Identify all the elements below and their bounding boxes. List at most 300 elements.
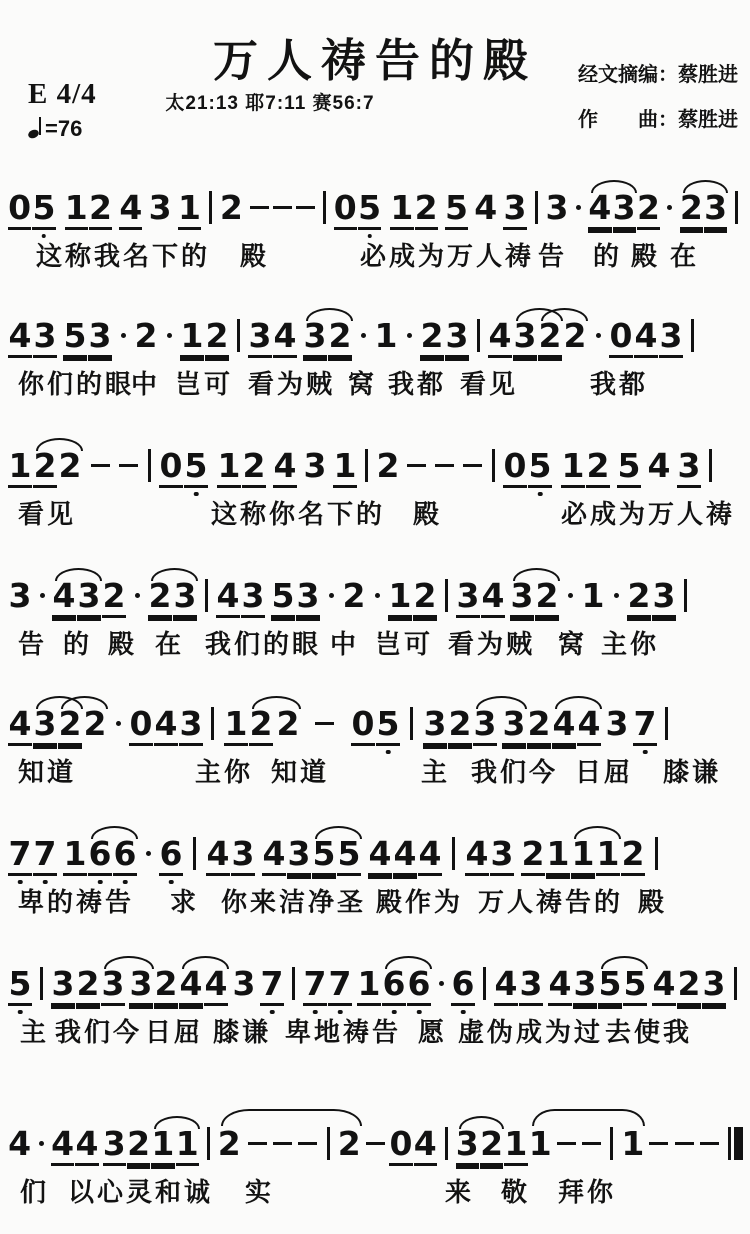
note-digit: 3 [502, 704, 526, 746]
note-digit: 1 [546, 834, 570, 876]
lyric-syllable: 必成为万人祷 [360, 241, 535, 271]
notes-row [8, 964, 744, 1006]
note-digit: 5 [184, 446, 208, 488]
note-digit: 2 [58, 704, 82, 746]
note-digit: 1 [217, 446, 241, 488]
music-line [8, 818, 744, 944]
duration-dot [324, 576, 338, 618]
note-digit: 2 [134, 316, 158, 355]
slur-arc [182, 956, 229, 969]
note-digit: 4 [262, 834, 286, 876]
barline [686, 316, 699, 358]
note-digit: 2 [677, 964, 701, 1006]
barline [360, 446, 373, 488]
note-digit: 4 [179, 964, 203, 1006]
note-digit: 1 [224, 704, 248, 746]
lyric-syllable: 殿 [631, 241, 661, 271]
note-digit: 2 [535, 576, 559, 618]
note-digit: 5 [358, 188, 381, 230]
duration-dash [246, 1124, 268, 1166]
lyric-syllable: 你来洁净圣 [221, 887, 367, 917]
note-digit: 2 [127, 1124, 150, 1166]
lyric-syllable: 我们今 [55, 1017, 143, 1047]
note-digit: 2 [102, 576, 126, 618]
slur-arc [476, 696, 527, 709]
barline [202, 1124, 215, 1166]
notes-row [8, 188, 744, 230]
note-digit: 0 [8, 188, 31, 230]
note-digit: 4 [494, 964, 518, 1006]
note-digit: 3 [704, 188, 727, 230]
note-digit: 0 [159, 446, 183, 488]
note-digit: 7 [260, 964, 284, 1006]
note-digit: 1 [63, 834, 87, 876]
tempo-value: =76 [45, 116, 83, 141]
barline [35, 964, 48, 1006]
lyric-syllable: 这称你名下的 [211, 499, 386, 529]
lyric-syllable: 我们今 [471, 757, 559, 787]
barline [440, 576, 453, 618]
note-digit: 4 [414, 1124, 437, 1166]
lyrics-row [8, 1012, 744, 1048]
note-digit: 4 [204, 964, 228, 1006]
lyric-syllable: 膝谦 [213, 1017, 272, 1047]
lyric-syllable: 虚伪成为过 [458, 1017, 604, 1047]
note-digit: 2 [154, 964, 178, 1006]
duration-dot [116, 316, 130, 358]
note-digit: 1 [596, 834, 620, 876]
lyric-syllable: 窝 [348, 369, 378, 399]
note-digit: 1 [357, 964, 381, 1006]
note-digit: 0 [609, 316, 633, 358]
note-digit: 4 [51, 1124, 74, 1166]
lyric-syllable: 岂可 [375, 629, 434, 659]
lyric-syllable: 看为贼 [448, 629, 536, 659]
tie-arc [532, 1109, 645, 1126]
note-digit: 2 [242, 446, 266, 488]
slur-arc [36, 438, 83, 451]
quarter-note-icon [28, 116, 43, 142]
lyric-syllable: 中 [330, 629, 360, 659]
lyric-syllable: 们 [20, 1177, 50, 1207]
note-digit: 5 [271, 576, 295, 618]
note-digit: 4 [393, 834, 417, 876]
lyric-syllable: 我都 [590, 369, 649, 399]
lyrics-row [8, 624, 744, 660]
note-digit: 1 [180, 316, 204, 358]
notes-row [8, 316, 744, 358]
barline [650, 834, 663, 876]
music-line [8, 172, 744, 298]
barline [143, 446, 156, 488]
note-digit: 1 [374, 316, 398, 355]
lyric-syllable: 膝谦 [663, 757, 722, 787]
note-digit: 2 [480, 1124, 503, 1166]
note-digit: 3 [296, 576, 320, 618]
note-digit: 1 [8, 446, 32, 488]
note-digit: 1 [178, 188, 201, 230]
barline [447, 834, 460, 876]
note-digit: 4 [652, 964, 676, 1006]
lyric-syllable: 主 [421, 757, 451, 787]
barline [318, 188, 331, 230]
note-digit: 2 [538, 316, 562, 358]
note-digit: 3 [513, 316, 537, 358]
note-digit: 4 [216, 576, 240, 618]
note-digit: 3 [490, 834, 514, 876]
note-digit: 3 [103, 1124, 126, 1166]
note-digit: 0 [129, 704, 153, 746]
lyric-syllable: 来 [445, 1177, 475, 1207]
note-digit: 4 [8, 704, 32, 746]
note-digit: 2 [415, 188, 438, 230]
note-digit: 3 [605, 704, 629, 743]
music-line [8, 560, 744, 686]
lyric-syllable: 日屈 [575, 757, 634, 787]
note-digit: 2 [627, 576, 651, 618]
note-digit: 1 [65, 188, 88, 230]
duration-dot [130, 576, 144, 618]
note-digit: 0 [503, 446, 527, 488]
note-digit: 3 [659, 316, 683, 358]
scripture-references: 太21:13 耶7:11 赛56:7 [165, 93, 375, 114]
lyric-syllable: 你们的眼 [18, 369, 135, 399]
lyric-syllable: 敬 [501, 1177, 531, 1207]
note-digit: 2 [219, 188, 243, 227]
note-digit: 3 [473, 704, 497, 746]
note-digit: 2 [420, 316, 444, 358]
note-digit: 4 [8, 1124, 32, 1163]
barline [704, 446, 717, 488]
note-digit: 5 [528, 446, 552, 488]
lyric-syllable: 主你 [601, 629, 660, 659]
duration-dot [111, 704, 125, 746]
note-digit: 5 [617, 446, 641, 488]
note-digit: 2 [58, 446, 82, 485]
duration-dash [433, 446, 456, 488]
barline [188, 834, 201, 876]
barline [472, 316, 485, 358]
slur-arc [555, 696, 602, 709]
note-digit: 4 [8, 316, 32, 358]
lyric-syllable: 卑地祷告 [285, 1017, 402, 1047]
note-digit: 5 [598, 964, 622, 1006]
note-digit: 5 [337, 834, 361, 876]
note-digit: 3 [33, 704, 57, 746]
barline [440, 1124, 453, 1166]
note-digit: 4 [273, 446, 297, 488]
duration-dot [591, 316, 605, 358]
note-digit: 3 [33, 316, 57, 358]
note-digit: 1 [528, 1124, 552, 1163]
note-digit: 3 [51, 964, 75, 1006]
lyric-syllable: 窝 [558, 629, 588, 659]
note-digit: 4 [647, 446, 671, 485]
lyric-syllable: 的 [593, 241, 623, 271]
lyric-syllable: 主你 [195, 757, 254, 787]
duration-dash [698, 1124, 720, 1166]
note-digit: 4 [474, 188, 498, 227]
note-digit: 7 [33, 834, 57, 876]
note-digit: 3 [519, 964, 543, 1006]
note-digit: 3 [613, 188, 636, 230]
lyric-syllable: 在 [155, 629, 185, 659]
note-digit: 1 [388, 576, 412, 618]
slur-arc [459, 1116, 504, 1129]
lyric-syllable: 中 [131, 369, 161, 399]
note-digit: 2 [76, 964, 100, 1006]
lyrics-row [8, 494, 744, 530]
lyric-syllable: 以心灵和诚 [68, 1177, 214, 1207]
lyric-syllable: 实 [245, 1177, 275, 1207]
note-digit: 2 [342, 576, 366, 615]
note-digit: 1 [571, 834, 595, 876]
duration-dash [580, 1124, 602, 1166]
note-digit: 2 [376, 446, 400, 485]
barline [206, 704, 219, 746]
lyric-syllable: 殿 [638, 887, 668, 917]
duration-dot [402, 316, 416, 358]
tempo-marking [28, 116, 82, 142]
duration-dot [356, 316, 370, 358]
note-digit: 3 [129, 964, 153, 1006]
duration-dash [271, 1124, 293, 1166]
duration-dash [297, 1124, 319, 1166]
lyric-syllable: 卑的祷告 [18, 887, 135, 917]
note-digit: 5 [376, 704, 400, 746]
note-digit: 3 [77, 576, 101, 618]
duration-dot [370, 576, 384, 618]
lyric-syllable: 求 [170, 887, 200, 917]
note-digit: 1 [621, 1124, 645, 1163]
note-digit: 3 [101, 964, 125, 1006]
barline [530, 188, 543, 230]
duration-dot [141, 834, 155, 876]
key-time-signature: E 4/4 [28, 78, 97, 110]
note-digit: 3 [148, 188, 172, 227]
note-digit: 1 [176, 1124, 199, 1166]
duration-dot [663, 188, 677, 230]
duration-dash [89, 446, 112, 488]
lyrics-row [8, 882, 744, 918]
duration-dash [248, 188, 270, 230]
note-digit: 2 [89, 188, 112, 230]
slur-arc [91, 826, 138, 839]
notes-row [8, 704, 744, 746]
note-digit: 2 [33, 446, 57, 488]
note-digit: 2 [586, 446, 610, 488]
lyrics-row [8, 752, 744, 788]
lyric-syllable: 拜你 [558, 1177, 617, 1207]
note-digit: 3 [652, 576, 676, 618]
credits-block [578, 58, 738, 148]
barline [730, 188, 743, 230]
note-digit: 3 [545, 188, 569, 227]
note-digit: 3 [241, 576, 265, 618]
note-digit: 6 [451, 964, 475, 1006]
note-digit: 2 [249, 704, 273, 746]
barline [729, 964, 742, 1006]
barline [606, 1124, 619, 1166]
music-line [8, 300, 744, 426]
note-digit: 4 [588, 188, 611, 230]
note-digit: 2 [637, 188, 660, 230]
barline [287, 964, 300, 1006]
note-digit: 4 [52, 576, 76, 618]
duration-dot [572, 188, 586, 230]
note-digit: 1 [151, 1124, 174, 1166]
note-digit: 4 [154, 704, 178, 746]
note-digit: 7 [8, 834, 32, 876]
note-digit: 2 [83, 704, 107, 743]
composer-credit: 作 曲：蔡胜进 [578, 109, 738, 131]
notes-row [8, 446, 744, 488]
note-digit: 1 [333, 446, 357, 488]
lyric-syllable: 我们的眼 [205, 629, 322, 659]
lyric-syllable: 殿 [240, 241, 270, 271]
note-digit: 5 [8, 964, 32, 1006]
lyric-syllable: 看为贼 [248, 369, 336, 399]
note-digit: 2 [621, 834, 645, 876]
note-digit: 4 [481, 576, 505, 618]
music-line [8, 430, 744, 556]
note-digit: 3 [173, 576, 197, 618]
slur-arc [55, 568, 102, 581]
duration-dash [405, 446, 428, 488]
song-title: 万人祷告的殿 [212, 35, 537, 86]
note-digit: 1 [504, 1124, 527, 1166]
slur-arc [683, 180, 728, 193]
lyrics-row [8, 236, 744, 272]
lyric-syllable: 岂可 [175, 369, 234, 399]
lyric-syllable: 知道 [18, 757, 77, 787]
lyric-syllable: 告 [538, 241, 568, 271]
lyric-syllable: 在 [670, 241, 700, 271]
note-digit: 4 [368, 834, 392, 876]
lyric-syllable: 知道 [271, 757, 330, 787]
note-digit: 3 [248, 316, 272, 358]
slur-arc [151, 568, 198, 581]
slur-arc [252, 696, 301, 709]
note-digit: 1 [581, 576, 605, 615]
note-digit: 4 [552, 704, 576, 746]
lyric-syllable: 看见 [460, 369, 519, 399]
notes-row [8, 576, 744, 618]
slur-arc [306, 308, 353, 321]
note-digit: 3 [573, 964, 597, 1006]
duration-dash [271, 188, 293, 230]
lyric-syllable: 殿作为 [376, 887, 464, 917]
note-digit: 3 [303, 316, 327, 358]
note-digit: 3 [179, 704, 203, 746]
note-digit: 7 [328, 964, 352, 1006]
note-digit: 2 [563, 316, 587, 355]
note-digit: 7 [633, 704, 657, 746]
note-digit: 2 [217, 1124, 241, 1163]
note-digit: 3 [456, 1124, 479, 1166]
notes-row [8, 834, 744, 876]
note-digit: 4 [577, 704, 601, 746]
lyrics-row [8, 1172, 744, 1208]
barline [679, 576, 692, 618]
note-digit: 3 [503, 188, 526, 230]
note-digit: 0 [334, 188, 357, 230]
slur-arc [601, 956, 648, 969]
compiler-credit: 经文摘编：蔡胜进 [578, 64, 738, 86]
note-digit: 1 [561, 446, 585, 488]
music-line [8, 688, 744, 814]
tie-arc [221, 1109, 362, 1126]
duration-dash [461, 446, 484, 488]
slur-arc [385, 956, 432, 969]
lyric-syllable: 这称我名下的 [36, 241, 211, 271]
duration-dot [434, 964, 448, 1006]
barline [660, 704, 673, 746]
music-line [8, 1108, 744, 1234]
notes-row [8, 1124, 744, 1166]
note-digit: 6 [159, 834, 183, 876]
note-digit: 3 [232, 964, 256, 1003]
note-digit: 4 [206, 834, 230, 876]
note-digit: 2 [276, 704, 300, 743]
note-digit: 3 [702, 964, 726, 1006]
lyrics-row [8, 364, 744, 400]
note-digit: 3 [510, 576, 534, 618]
note-digit: 2 [148, 576, 172, 618]
note-digit: 5 [445, 188, 468, 230]
note-digit: 3 [445, 316, 469, 358]
note-digit: 3 [677, 446, 701, 488]
note-digit: 5 [623, 964, 647, 1006]
note-digit: 4 [488, 316, 512, 358]
lyric-syllable: 看见 [18, 499, 77, 529]
note-digit: 6 [113, 834, 137, 876]
note-digit: 4 [119, 188, 142, 230]
barline [487, 446, 500, 488]
lyric-syllable: 必成为万人祷 [561, 499, 736, 529]
duration-dot [609, 576, 623, 618]
note-digit: 2 [680, 188, 703, 230]
note-digit: 4 [548, 964, 572, 1006]
note-digit: 5 [32, 188, 55, 230]
lyric-syllable: 殿 [108, 629, 138, 659]
lyric-syllable: 殿 [413, 499, 443, 529]
note-digit: 5 [312, 834, 336, 876]
note-digit: 4 [465, 834, 489, 876]
lyric-syllable: 日屈 [145, 1017, 204, 1047]
note-digit: 4 [418, 834, 442, 876]
note-digit: 2 [448, 704, 472, 746]
music-line [8, 948, 744, 1074]
duration-dash [648, 1124, 670, 1166]
slur-arc [104, 956, 154, 969]
duration-dot [162, 316, 176, 358]
slur-arc [154, 1116, 200, 1129]
duration-dash [117, 446, 140, 488]
lyric-syllable: 去使我 [605, 1017, 693, 1047]
lyric-syllable: 我都 [388, 369, 447, 399]
note-digit: 3 [423, 704, 447, 746]
note-digit: 3 [287, 834, 311, 876]
note-digit: 3 [303, 446, 327, 485]
note-digit: 3 [231, 834, 255, 876]
lyric-syllable: 主 [20, 1017, 50, 1047]
note-digit: 2 [337, 1124, 361, 1163]
note-digit: 3 [456, 576, 480, 618]
final-barline [724, 1124, 743, 1166]
note-digit: 3 [8, 576, 32, 615]
lyric-syllable: 的 [63, 629, 93, 659]
